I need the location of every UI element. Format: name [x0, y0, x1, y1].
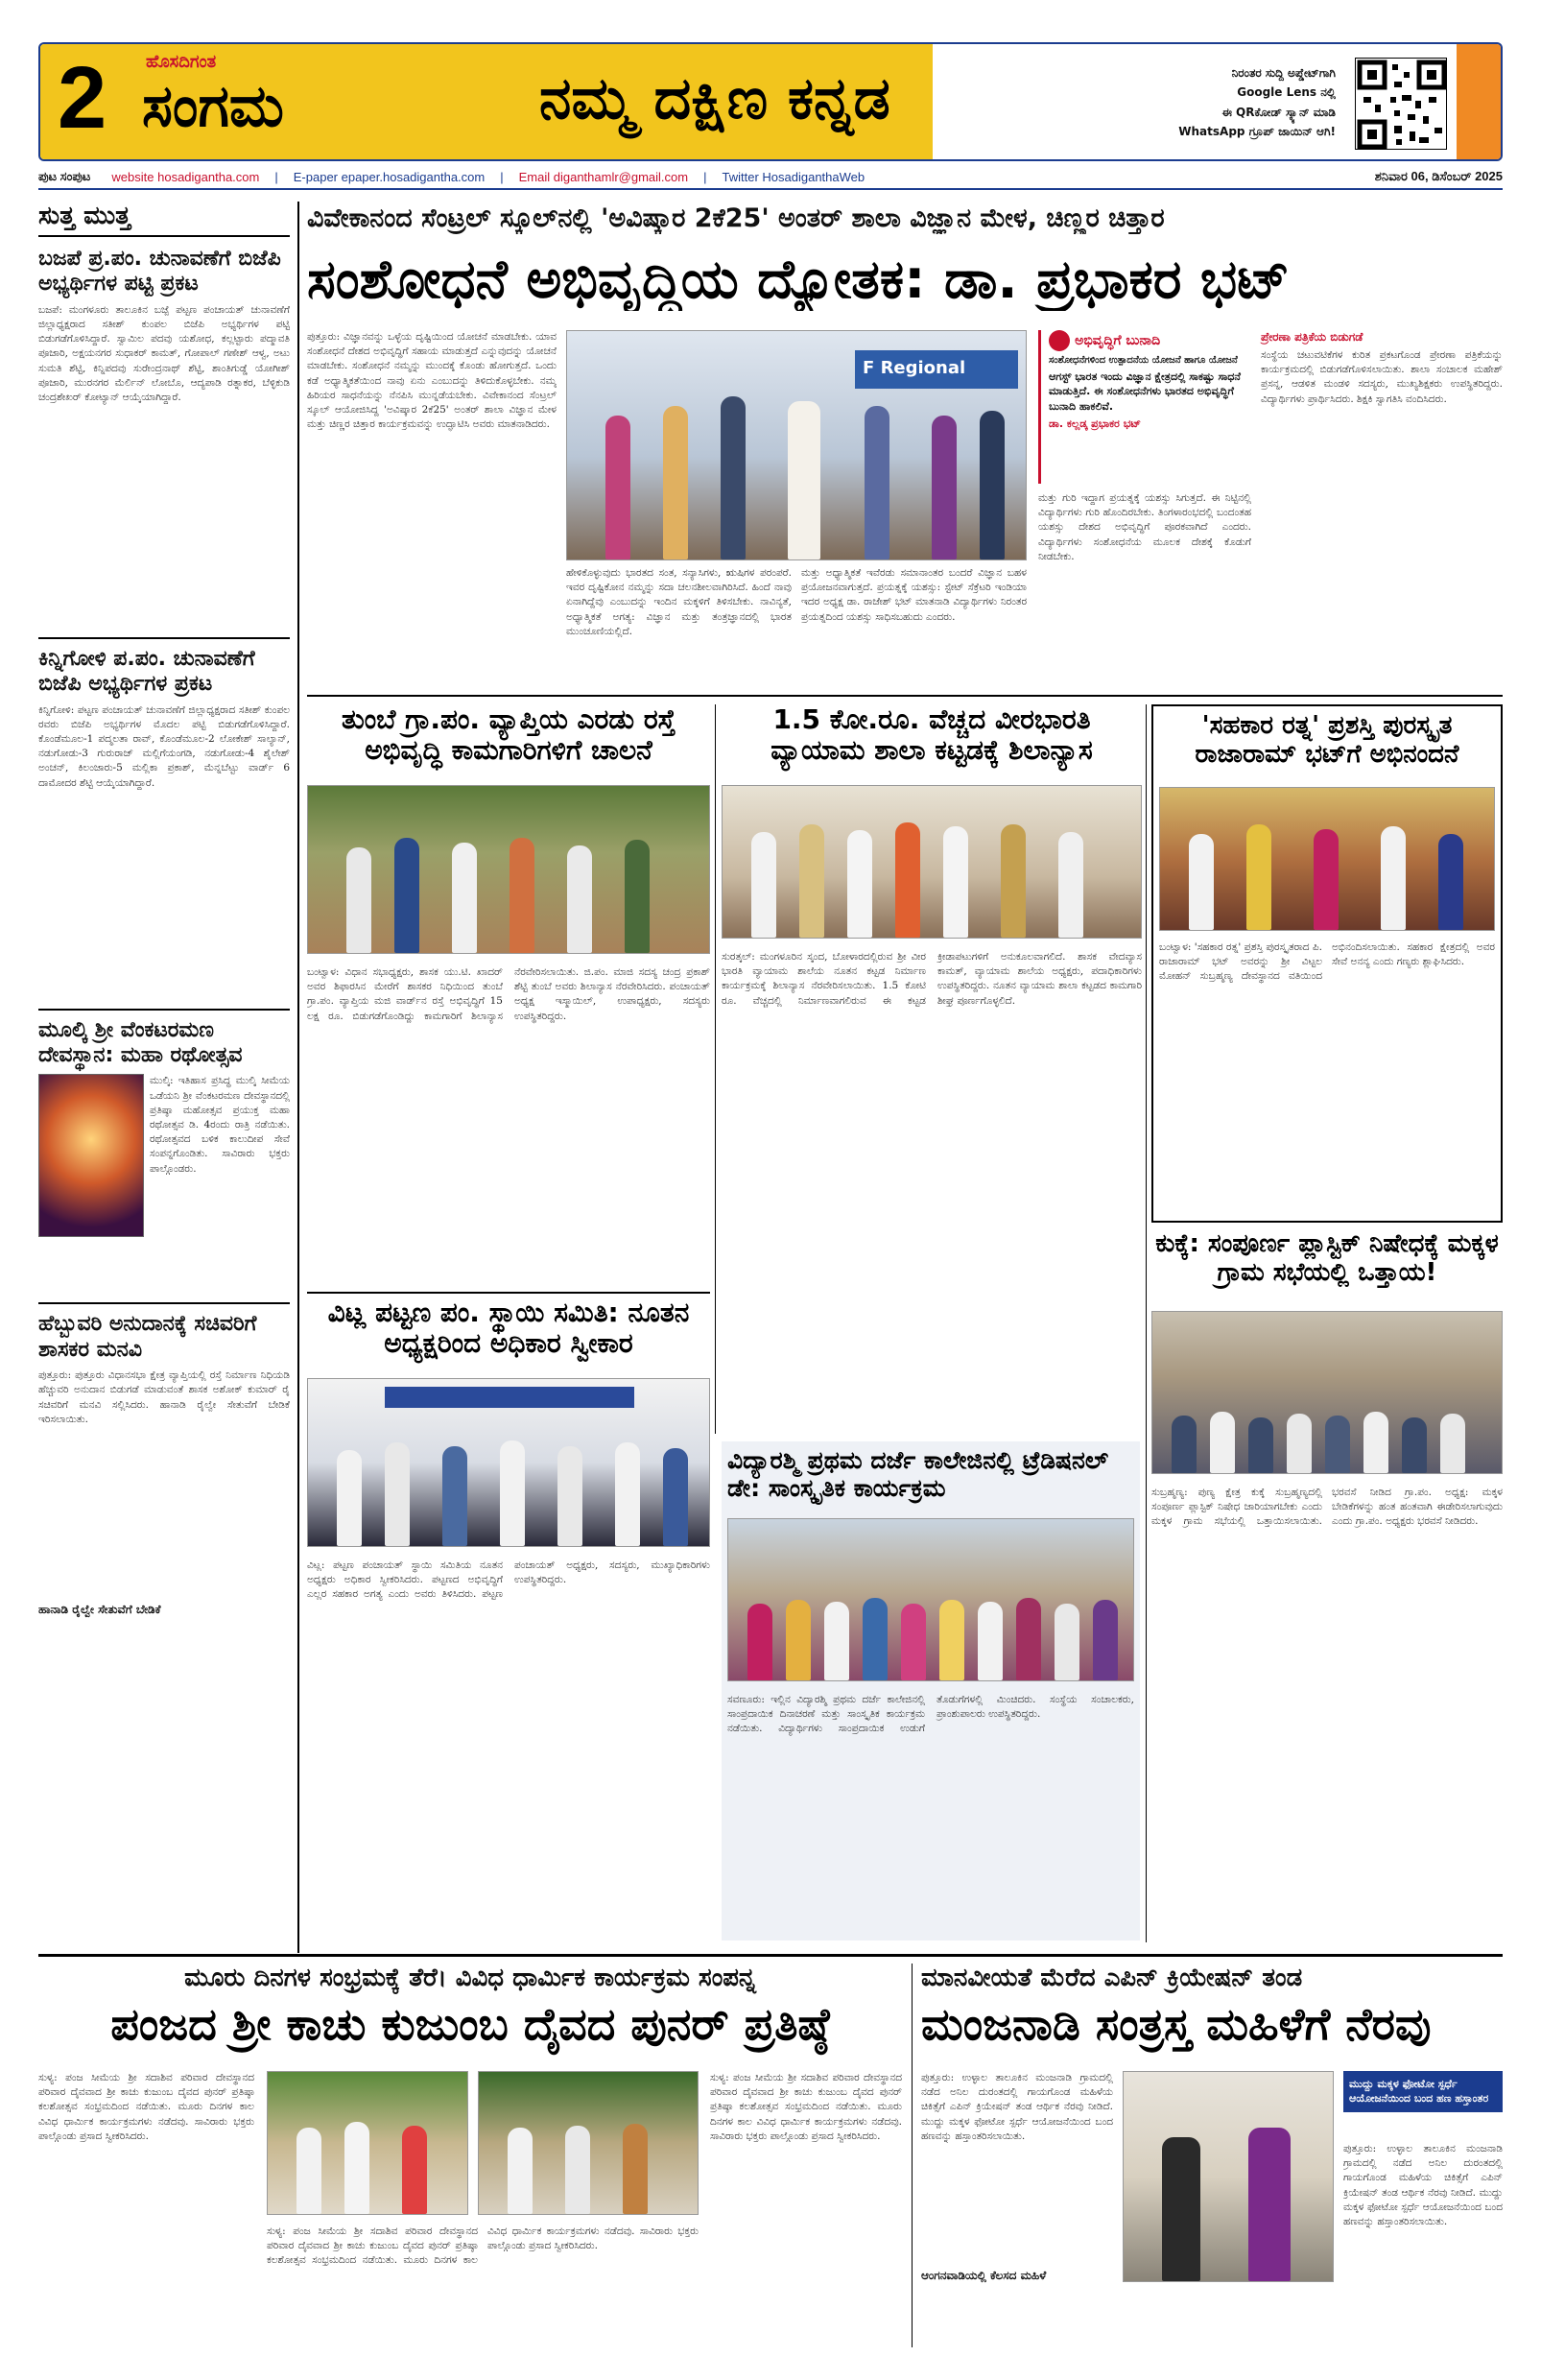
- sidebar-story-body: ಕಿನ್ನಿಗೋಳಿ: ಪಟ್ಟಣ ಪಂಚಾಯತ್ ಚುನಾವಣೆಗೆ ಜಿಲ್ಲಾಧ್ಯಕ್ಷರಾದ ಸತೀಶ್ ಕುಂಪಲ ರವರು ಬಿಜೆಪಿ ಅಭ್ಯರ್ಥಿಗಳ ಮೊದಲ ಪಟ್ಟಿ ಬಿಡುಗಡೆಗೊಳಿಸಿದ್ದಾರೆ. ಕೊಂಡೆಮೂಲ-1 ಪದ್ಮಲತಾ ರಾವ್, ಕೊಂಡೆಮೂಲ-2 ಲೋಕೇಶ್ ಸಾಲ್ಯಾನ್, ನಡುಗೋಡು-3 ಗುರುರಾಜ್ ಮಲ್ಲಿಗೆಯಂಗಡಿ, ನಡುಗೋಡು-4 ಶೈಲೇಶ್ ಅಂಚನ್, ಕಿಲಂಜಾರು-5 ಮಲ್ಲಿಕಾ ಪ್ರಕಾಶ್, ಮೆನ್ನಬೆಟ್ಟು ವಾರ್ಡ್ 6 ದಾಮೋದರ ಶೆಟ್ಟಿ ಆಯ್ಕೆಯಾಗಿದ್ದಾರೆ.: [38, 703, 290, 789]
- email-link[interactable]: Email diganthamlr@gmail.com: [518, 169, 689, 184]
- story-tumbe[interactable]: [307, 704, 710, 1290]
- sidebar: [38, 202, 290, 1953]
- story-veerabharathi[interactable]: [722, 704, 1142, 1434]
- panjada-body-3: ಸುಳ್ಯ: ಪಂಜ ಸೀಮೆಯ ಶ್ರೀ ಸದಾಶಿವ ಪರಿವಾರ ದೇವಸ್ಥಾನದ ಪರಿವಾರ ದೈವವಾದ ಶ್ರೀ ಕಾಚು ಕುಜುಂಬ ದೈವದ ಪುನರ್ ಪ್ರತಿಷ್ಠಾ ಕಲಶೋತ್ಸವ ಸಂಭ್ರಮದಿಂದ ನಡೆಯಿತು. ಮೂರು ದಿನಗಳ ಕಾಲ ವಿವಿಧ ಧಾರ್ಮಿಕ ಕಾರ್ಯಕ್ರಮಗಳು ನಡೆದವು. ಸಾವಿರಾರು ಭಕ್ತರು ಪಾಲ್ಗೊಂಡು ಪ್ರಸಾದ ಸ್ವೀಕರಿಸಿದರು.: [710, 2072, 902, 2142]
- sidebar-story-title: ಮೂಲ್ಕಿ ಶ್ರೀ ವೆಂಕಟರಮಣ ದೇವಸ್ಥಾನ: ಮಹಾ ರಥೋತ್ಸವ: [38, 1017, 243, 1067]
- sidebar-story-4[interactable]: [38, 1312, 290, 1617]
- temple-chariot-photo: [38, 1074, 144, 1237]
- panjada-kicker: ಮೂರು ದಿನಗಳ ಸಂಭ್ರಮಕ್ಕೆ ತೆರೆ। ವಿವಿಧ ಧಾರ್ಮಿಕ ಕಾರ್ಯಕ್ರಮ ಸಂಪನ್ನ: [184, 1964, 756, 1992]
- vidyarashmi-headline: ವಿದ್ಯಾರಶ್ಮಿ ಪ್ರಥಮ ದರ್ಜೆ ಕಾಲೇಜಿನಲ್ಲಿ ಟ್ರೆಡಿಷನಲ್ ಡೇ: ಸಾಂಸ್ಕೃತಿಕ ಕಾರ್ಯಕ್ರಮ: [727, 1446, 1109, 1502]
- panjada-photo-1: [267, 2071, 468, 2215]
- sidebar-story-1[interactable]: [38, 247, 290, 630]
- epaper-link[interactable]: E-paper epaper.hosadigantha.com: [293, 169, 486, 184]
- rajaram-photo: [1159, 787, 1495, 931]
- sidebar-story-body: ಪುತ್ತೂರು: ಪುತ್ತೂರು ವಿಧಾನಸಭಾ ಕ್ಷೇತ್ರ ವ್ಯಾಪ್ತಿಯಲ್ಲಿ ರಸ್ತೆ ನಿರ್ಮಾಣ ನಿಧಿಯಡಿ ಹೆಚ್ಚುವರಿ ಅನುದಾನ ಬಿಡುಗಡೆ ಮಾಡುವಂತೆ ಶಾಸಕ ಅಶೋಕ್ ಕುಮಾರ್ ರೈ ಸಚಿವರಿಗೆ ಮನವಿ ಸಲ್ಲಿಸಿದರು. ಹಾನಾಡಿ ರೈಲ್ವೇ ಸೇತುವೆಗೆ ಬೇಡಿಕೆ ಇರಿಸಲಾಯಿತು.: [38, 1369, 290, 1425]
- kukke-photo: [1151, 1311, 1503, 1474]
- qr-text: [1105, 63, 1336, 142]
- vitla-photo: [307, 1378, 710, 1547]
- date-label: ಶನಿವಾರ 06, ಡಿಸೆಂಬರ್ 2025: [1374, 169, 1503, 183]
- veerabharathi-photo: [722, 785, 1142, 939]
- quote-text: ಆಗಸ್ಟ್ ಭಾರತ ಇಂದು ವಿಜ್ಞಾನ ಕ್ಷೇತ್ರದಲ್ಲಿ ಸಾಕಷ್ಟು ಸಾಧನೆ ಮಾಡುತ್ತಿದೆ. ಈ ಸಂಶೋಧನೆಗಳು ಭಾರತದ ಅಭಿವೃದ್ಧಿಗೆ ಬುನಾದಿ ಹಾಕಲಿವೆ.: [1049, 370, 1241, 413]
- manjanadi-body: ಪುತ್ತೂರು: ಉಳ್ಳಾಲ ತಾಲೂಕಿನ ಮಂಜನಾಡಿ ಗ್ರಾಮದಲ್ಲಿ ನಡೆದ ಅನಿಲ ದುರಂತದಲ್ಲಿ ಗಾಯಗೊಂಡ ಮಹಿಳೆಯ ಚಿಕಿತ್ಸೆಗೆ ಎಪಿನ್ ಕ್ರಿಯೇಷನ್ ತಂಡ ಆರ್ಥಿಕ ನೆರವು ನೀಡಿದೆ. ಮುದ್ದು ಮಕ್ಕಳ ಫೋಟೋ ಸ್ಪರ್ಧೆ ಆಯೋಜನೆಯಿಂದ ಬಂದ ಹಣವನ್ನು ಹಸ್ತಾಂತರಿಸಲಾಯಿತು.: [921, 2072, 1113, 2142]
- panjada-headline: ಪಂಜದ ಶ್ರೀ ಕಾಚು ಕುಜುಂಬ ದೈವದ ಪುನರ್ ಪ್ರತಿಷ್ಠೆ: [110, 1998, 830, 2050]
- sidebar-story-title: ಕಿನ್ನಿಗೋಳಿ ಪ.ಪಂ. ಚುನಾವಣೆಗೆ ಬಿಜೆಪಿ ಅಭ್ಯರ್ಥಿಗಳ ಪ್ರಕಟ: [38, 646, 255, 697]
- sidebar-story-3[interactable]: [38, 1018, 290, 1296]
- sidebar-story-2[interactable]: [38, 647, 290, 1001]
- qr-line-3: ಈ QRಕೋಡ್ ಸ್ಕ್ಯಾನ್ ಮಾಡಿ: [1221, 105, 1336, 119]
- tumbe-photo: [307, 785, 710, 954]
- manjanadi-kicker: ಮಾನವೀಯತೆ ಮೆರೆದ ಎಪಿನ್ ಕ್ರಿಯೇಷನ್ ತಂಡ: [921, 1964, 1303, 1992]
- sidebar-subhead: ಹಾನಾಡಿ ರೈಲ್ವೇ ಸೇತುವೆಗೆ ಬೇಡಿಕೆ: [38, 1603, 161, 1617]
- quote-author: ಡಾ. ಕಲ್ಲಡ್ಕ ಪ್ರಭಾಕರ ಭಟ್: [1049, 417, 1141, 431]
- lead-kicker: ವಿವೇಕಾನಂದ ಸೆಂಟ್ರಲ್ ಸ್ಕೂಲ್‌ನಲ್ಲಿ 'ಅವಿಷ್ಕಾರ 2ಕೆ25' ಅಂತರ್ ಶಾಲಾ ವಿಜ್ಞಾನ ಮೇಳ, ಚಿಣ್ಣರ ಚಿತ್ತಾರ: [307, 203, 1165, 233]
- vidyarashmi-photo: [727, 1518, 1134, 1681]
- section-title: ನಮ್ಮ ದಕ್ಷಿಣ ಕನ್ನಡ: [539, 65, 890, 132]
- lead-photo: F Regional: [566, 330, 1027, 560]
- sidebar-story-body: ಬಜಪೆ: ಮಂಗಳೂರು ತಾಲೂಕಿನ ಬಜ್ಪೆ ಪಟ್ಟಣ ಪಂಚಾಯತ್ ಚುನಾವಣೆಗೆ ಜಿಲ್ಲಾಧ್ಯಕ್ಷರಾದ ಸತೀಶ್ ಕುಂಪಲ ಬಿಜೆಪಿ ಅಭ್ಯರ್ಥಿಗಳ ಪಟ್ಟಿ ಬಿಡುಗಡೆಗೊಳಿಸಿದ್ದಾರೆ. ಸ್ವಾಮಿಲ ಪದವು ಯಶೋಧ, ಕಲ್ಲಟ್ಟಾರು ಪದ್ಮಾವತಿ ಪೂಜಾರಿ, ಅಕ್ಷಯನಗರ ಸುಧಾಕರ್ ಕಾಮತ್, ಗೋಪಾಲ್ ಗಣೇಶ್ ಆಳ್ವ, ಅಟು ಸುಮತಿ ಶೆಟ್ಟಿ, ಕಿನ್ನಿಪದವು ಸುರೇಂದ್ರನಾಥ್ ಶೆಟ್ಟಿ, ಶಾಂತಿಗುಡ್ಡೆ ಯೋಗೀಶ್ ಪೂಜಾರಿ, ಮುರನಗರ ಮೆರ್ಲಿನ್ ಲೋಬೊ, ಆದ್ಯಪಾಡಿ ರತ್ನಾಕರ, ಬೆಳ್ಳಿಕುಡಿ ಚಂದ್ರಶೇಖರ್ ಕೋಟ್ಯಾನ್ ಆಯ್ಕೆಯಾಗಿದ್ದಾರೆ.: [38, 303, 290, 404]
- sidebar-story-body: ಮುಲ್ಕಿ: ಇತಿಹಾಸ ಪ್ರಸಿದ್ಧ ಮುಲ್ಕಿ ಸೀಮೆಯ ಒಡೆಯನಿ ಶ್ರೀ ವೆಂಕಟರಮಣ ದೇವಸ್ಥಾನದಲ್ಲಿ ಪ್ರತಿಷ್ಠಾ ಮಹೋತ್ಸವ ಪ್ರಯುಕ್ತ ಮಹಾ ರಥೋತ್ಸವ ಡಿ. 4ರಂದು ರಾತ್ರಿ ನಡೆಯಿತು. ರಥೋತ್ಸವದ ಬಳಿಕ ಕಾಲುದೀಪ ಸೇವೆ ಸಂಪನ್ನಗೊಂಡಿತು. ಸಾವಿರಾರು ಭಕ್ತರು ಪಾಲ್ಗೊಂಡರು.: [150, 1075, 290, 1175]
- masthead-orange-accent: [1457, 44, 1503, 161]
- story-kukke[interactable]: [1151, 1230, 1503, 1940]
- qr-line-4: WhatsApp ಗ್ರೂಪ್ ಜಾಯಿನ್ ಆಗಿ!: [1178, 125, 1336, 139]
- lead-column-5: ಮತ್ತು ಗುರಿ ಇದ್ದಾಗ ಪ್ರಯತ್ನಕ್ಕೆ ಯಶಸ್ಸು ಸಿಗುತ್ತದೆ. ಈ ನಿಟ್ಟಿನಲ್ಲಿ ವಿದ್ಯಾರ್ಥಿಗಳು ಗುರಿ ಹೊಂದಿರಬೇಕು. ತಿಂಗಳಾರಂಭದಲ್ಲಿ ಬಂದಂತಹ ಯಶಸ್ಸು ದೇಶದ ಅಭಿವೃದ್ಧಿಗೆ ಪೂರಕವಾಗಿದೆ ಎಂದರು. ವಿದ್ಯಾರ್ಥಿಗಳು ಸಂಶೋಧನೆಯ ಮೂಲಕ ದೇಶಕ್ಕೆ ಕೊಡುಗೆ ನೀಡಬೇಕು.: [1038, 492, 1251, 562]
- brand-small: ಹೊಸದಿಗಂತ: [146, 52, 217, 72]
- vitla-headline: ವಿಟ್ಲ ಪಟ್ಟಣ ಪಂ. ಸ್ಥಾಯಿ ಸಮಿತಿ: ನೂತನ ಅಧ್ಯಕ್ಷರಿಂದ ಅಧಿಕಾರ ಸ್ವೀಕಾರ: [327, 1297, 690, 1360]
- story-rajaram[interactable]: [1151, 704, 1503, 1223]
- panjada-body: ಸುಳ್ಯ: ಪಂಜ ಸೀಮೆಯ ಶ್ರೀ ಸದಾಶಿವ ಪರಿವಾರ ದೇವಸ್ಥಾನದ ಪರಿವಾರ ದೈವವಾದ ಶ್ರೀ ಕಾಚು ಕುಜುಂಬ ದೈವದ ಪುನರ್ ಪ್ರತಿಷ್ಠಾ ಕಲಶೋತ್ಸವ ಸಂಭ್ರಮದಿಂದ ನಡೆಯಿತು. ಮೂರು ದಿನಗಳ ಕಾಲ ವಿವಿಧ ಧಾರ್ಮಿಕ ಕಾರ್ಯಕ್ರಮಗಳು ನಡೆದವು. ಸಾವಿರಾರು ಭಕ್ತರು ಪಾಲ್ಗೊಂಡು ಪ್ರಸಾದ ಸ್ವೀಕರಿಸಿದರು.: [38, 2072, 254, 2142]
- panjada-body-2: ಸುಳ್ಯ: ಪಂಜ ಸೀಮೆಯ ಶ್ರೀ ಸದಾಶಿವ ಪರಿವಾರ ದೇವಸ್ಥಾನದ ಪರಿವಾರ ದೈವವಾದ ಶ್ರೀ ಕಾಚು ಕುಜುಂಬ ದೈವದ ಪುನರ್ ಪ್ರತಿಷ್ಠಾ ಕಲಶೋತ್ಸವ ಸಂಭ್ರಮದಿಂದ ನಡೆಯಿತು. ಮೂರು ದಿನಗಳ ಕಾಲ ವಿವಿಧ ಧಾರ್ಮಿಕ ಕಾರ್ಯಕ್ರಮಗಳು ನಡೆದವು. ಸಾವಿರಾರು ಭಕ್ತರು ಪಾಲ್ಗೊಂಡು ಪ್ರಸಾದ ಸ್ವೀಕರಿಸಿದರು.: [267, 2225, 699, 2267]
- manjanadi-headline: ಮಂಜನಾಡಿ ಸಂತ್ರಸ್ತ ಮಹಿಳೆಗೆ ನೆರವು: [921, 1998, 1432, 2050]
- masthead: [38, 42, 1503, 161]
- brand-large: ಸಂಗಮ: [142, 73, 284, 140]
- story-vitla[interactable]: [307, 1297, 710, 1940]
- sidebar-heading: ಸುತ್ತ ಮುತ್ತ: [38, 202, 290, 237]
- kukke-body: ಸುಬ್ರಹ್ಮಣ್ಯ: ಪುಣ್ಯ ಕ್ಷೇತ್ರ ಕುಕ್ಕೆ ಸುಬ್ರಹ್ಮಣ್ಯದಲ್ಲಿ ಸಂಪೂರ್ಣ ಪ್ಲಾಸ್ಟಿಕ್ ನಿಷೇಧ ಜಾರಿಯಾಗಬೇಕು ಎಂದು ಮಕ್ಕಳ ಗ್ರಾಮ ಸಭೆಯಲ್ಲಿ ಒತ್ತಾಯಿಸಲಾಯಿತು. ಭರವಸೆ ನೀಡಿದ ಗ್ರಾ.ಪಂ. ಅಧ್ಯಕ್ಷ: ಮಕ್ಕಳ ಬೇಡಿಕೆಗಳನ್ನು ಹಂತ ಹಂತವಾಗಿ ಈಡೇರಿಸಲಾಗುವುದು ಎಂದು ಗ್ರಾ.ಪಂ. ಅಧ್ಯಕ್ಷರು ಭರವಸೆ ನೀಡಿದರು.: [1151, 1487, 1503, 1528]
- qr-line-2: Google Lens ನಲ್ಲಿ: [1237, 85, 1336, 100]
- tumbe-headline: ತುಂಬೆ ಗ್ರಾ.ಪಂ. ವ್ಯಾಪ್ತಿಯ ಎರಡು ರಸ್ತೆ ಅಭಿವೃದ್ಧಿ ಕಾಮಗಾರಿಗಳಿಗೆ ಚಾಲನೆ: [341, 703, 676, 767]
- quote-label: ಅಭಿವೃದ್ಧಿಗೆ ಬುನಾದಿ: [1075, 333, 1161, 348]
- twitter-link[interactable]: Twitter HosadiganthaWeb: [722, 169, 865, 184]
- manjanadi-photo: [1123, 2071, 1334, 2282]
- story-vidyarashmi[interactable]: [722, 1441, 1140, 1940]
- panjada-photo-2: [478, 2071, 699, 2215]
- rajaram-headline: 'ಸಹಕಾರ ರತ್ನ' ಪ್ರಶಸ್ತಿ ಪುರಸ್ಕೃತ ರಾಜಾರಾಮ್ ಭಟ್‌ಗೆ ಅಭಿನಂದನೆ: [1195, 711, 1459, 769]
- manjanadi-badge: [1343, 2071, 1503, 2112]
- lead-column-3: ಮತ್ತು ಅಧ್ಯಾತ್ಮಿಕತೆ ಇವೆರಡು ಸಮಾನಾಂತರ ಬಂದರೆ ವಿಜ್ಞಾನ ಬಹಳ ಪ್ರಯೋಜನವಾಗುತ್ತದೆ. ಪ್ರಯತ್ನಕ್ಕೆ ಯಶಸ್ಸು: ಸ್ಟೇಟ್ ಸೆಕ್ರೆಟರಿ ಇಂಡಿಯಾ ಇದರ ಅಧ್ಯಕ್ಷ ಡಾ. ರಾಜೇಶ್ ಭಟ್ ಮಾತನಾಡಿ ವಿದ್ಯಾರ್ಥಿಗಳು ನಿರಂತರ ಪ್ರಯತ್ನದಿಂದ ಯಶಸ್ಸು ಸಾಧಿಸಬಹುದು ಎಂದರು.: [801, 567, 1027, 623]
- quote-box: [1038, 330, 1251, 484]
- story-manjanadi[interactable]: [921, 1964, 1503, 2347]
- lead-column-1: ಪುತ್ತೂರು: ವಿಜ್ಞಾನವನ್ನು ಒಳ್ಳೆಯ ದೃಷ್ಟಿಯಿಂದ ಯೋಚನೆ ಮಾಡಬೇಕು. ಯಾವ ಸಂಶೋಧನೆ ದೇಶದ ಅಭಿವೃದ್ಧಿಗೆ ಸಹಾಯ ಮಾಡುತ್ತದೆ ಎನ್ನುವುದನ್ನು ಯೋಚನೆ ಮಾಡಬೇಕು. ಸಂಶೋಧನೆ ನಮ್ಮನ್ನು ಮುಂದಕ್ಕೆ ಕೊಂಡು ಹೋಗುತ್ತದೆ. ಒಂದು ಕಡೆ ಅಧ್ಯಾತ್ಮಿಕತೆಯಿಂದ ನಾವು ಏನು ಎಂಬುದನ್ನು ತಿಳಿದುಕೊಳ್ಳಬೇಕು. ನಮ್ಮ ಹಿರಿಯರ ಸಾಧನೆಯನ್ನು ನೆನಪಿಸಿ ಮುನ್ನಡೆಯಬೇಕು. ವಿವೇಕಾನಂದ ಸೆಂಟ್ರಲ್ ಸ್ಕೂಲ್ ಆಯೋಜಿಸಿದ್ದ 'ಅವಿಷ್ಕಾರ 2ಕೆ25' ಅಂತರ್ ಶಾಲಾ ವಿಜ್ಞಾನ ಮೇಳ ಮತ್ತು ಚಿಣ್ಣರ ಚಿತ್ತಾರ ಕಾರ್ಯಕ್ರಮವನ್ನು ಉದ್ಘಾಟಿಸಿ ಅವರು ಮಾತನಾಡಿದರು.: [307, 331, 557, 431]
- badge-text: ಮುದ್ದು ಮಕ್ಕಳ ಫೋಟೋ ಸ್ಪರ್ಧೆ ಆಯೋಜನೆಯಿಂದ ಬಂದ ಹಣ ಹಸ್ತಾಂತರ: [1349, 2078, 1489, 2106]
- col6-body: ಸಂಸ್ಥೆಯ ಚಟುವಟಿಕೆಗಳ ಕುರಿತ ಪ್ರಕಟಗೊಂಡ ಪ್ರೇರಣಾ ಪತ್ರಿಕೆಯನ್ನು ಕಾರ್ಯಕ್ರಮದಲ್ಲಿ ಬಿಡುಗಡೆಗೊಳಿಸಲಾಯಿತು. ಶಾಲಾ ಸಂಚಾಲಕ ಮಹೇಶ್ ಪ್ರಸನ್ನ, ಆಡಳಿತ ಮಂಡಳಿ ಸದಸ್ಯರು, ಮುಖ್ಯಶಿಕ್ಷಕರು ಉಪಸ್ಥಿತರಿದ್ದರು. ವಿದ್ಯಾರ್ಥಿಗಳು ಪ್ರಾರ್ಥಿಸಿದರು. ಶಿಕ್ಷಕಿ ಸ್ವಾಗತಿಸಿ ವಂದಿಸಿದರು.: [1261, 349, 1503, 405]
- sidebar-story-title: ಹೆಬ್ಬುವರಿ ಅನುದಾನಕ್ಕೆ ಸಚಿವರಿಗೆ ಶಾಸಕರ ಮನವಿ: [38, 1312, 257, 1362]
- veerabharathi-body: ಸುರತ್ಕಲ್: ಮಂಗಳೂರಿನ ಸ್ಕಂದ, ಬೋಳಾರದಲ್ಲಿರುವ ಶ್ರೀ ವೀರ ಭಾರತಿ ವ್ಯಾಯಾಮ ಶಾಲೆಯ ನೂತನ ಕಟ್ಟಡ ನಿರ್ಮಾಣ ಕಾರ್ಯಕ್ರಮಕ್ಕೆ ಶಿಲಾನ್ಯಾಸ ನೆರವೇರಿಸಲಾಯಿತು. 1.5 ಕೋಟಿ ರೂ. ವೆಚ್ಚದಲ್ಲಿ ನಿರ್ಮಾಣವಾಗಲಿರುವ ಈ ಕಟ್ಟಡ ಕ್ರೀಡಾಪಟುಗಳಿಗೆ ಅನುಕೂಲವಾಗಲಿದೆ. ಶಾಸಕ ವೇದವ್ಯಾಸ ಕಾಮತ್, ವ್ಯಾಯಾಮ ಶಾಲೆಯ ಅಧ್ಯಕ್ಷರು, ಪದಾಧಿಕಾರಿಗಳು ಉಪಸ್ಥಿತರಿದ್ದರು. ನೂತನ ವ್ಯಾಯಾಮ ಶಾಲಾ ಕಟ್ಟಡದ ಕಾಮಗಾರಿ ಶೀಘ್ರ ಪೂರ್ಣಗೊಳ್ಳಲಿದೆ.: [722, 951, 1142, 1007]
- col6-heading: ಪ್ರೇರಣಾ ಪತ್ರಿಕೆಯ ಬಿಡುಗಡೆ: [1261, 330, 1363, 344]
- manjanadi-body-2: ಪುತ್ತೂರು: ಉಳ್ಳಾಲ ತಾಲೂಕಿನ ಮಂಜನಾಡಿ ಗ್ರಾಮದಲ್ಲಿ ನಡೆದ ಅನಿಲ ದುರಂತದಲ್ಲಿ ಗಾಯಗೊಂಡ ಮಹಿಳೆಯ ಚಿಕಿತ್ಸೆಗೆ ಎಪಿನ್ ಕ್ರಿಯೇಷನ್ ತಂಡ ಆರ್ಥಿಕ ನೆರವು ನೀಡಿದೆ. ಮುದ್ದು ಮಕ್ಕಳ ಫೋಟೋ ಸ್ಪರ್ಧೆ ಆಯೋಜನೆಯಿಂದ ಬಂದ ಹಣವನ್ನು ಹಸ್ತಾಂತರಿಸಲಾಯಿತು.: [1343, 2143, 1503, 2228]
- page-number: 2: [58, 49, 107, 147]
- quote-sub: ಸಂಶೋಧನೆಗಳಿಂದ ಉತ್ಪಾದನೆಯ ಯೋಜನೆ ಹಾಗೂ ಯೋಜನೆ: [1049, 355, 1238, 366]
- manjanadi-subhead: ಆಂಗನವಾಡಿಯಲ್ಲಿ ಕೆಲಸದ ಮಹಿಳೆ: [921, 2269, 1047, 2282]
- lead-column-2: ಹೇಳಿಕೊಳ್ಳುವುದು ಭಾರತದ ಸಂತ, ಸನ್ಯಾಸಿಗಳು, ಋಷಿಗಳ ಪರಂಪರೆ. ಇವರ ದೃಷ್ಟಿಕೋನ ನಮ್ಮನ್ನು ಸದಾ ಚಲನಶೀಲವಾಗಿರಿಸಿದೆ. ಹಿಂದೆ ನಾವು ಏನಾಗಿದ್ದೆವು ಎಂಬುದನ್ನು ಇಂದಿನ ಮಕ್ಕಳಿಗೆ ತಿಳಿಸಬೇಕು. ನಾವಿನ್ಯತೆ, ಅಧ್ಯಾತ್ಮಿಕತೆ ಅಗತ್ಯ: ವಿಜ್ಞಾನ ಮತ್ತು ತಂತ್ರಜ್ಞಾನದಲ್ಲಿ ಭಾರತ ಮುಂಚೂಣಿಯಲ್ಲಿದೆ.: [566, 567, 792, 637]
- qr-line-1: ನಿರಂತರ ಸುದ್ದಿ ಅಪ್ಡೇಟ್‌ಗಾಗಿ: [1231, 66, 1336, 80]
- lead-headline: ಸಂಶೋಧನೆ ಅಭಿವೃದ್ಧಿಯ ದ್ಯೋತಕ: ಡಾ. ಪ್ರಭಾಕರ ಭಟ್: [307, 250, 1290, 311]
- info-bar: ಪುಟ ಸಂಪುಟ website hosadigantha.com | E-paper epaper.hosadigantha.com | Email diganthamlr@gmail.com | Twitter HosadiganthaWeb ಶನಿವಾರ 06, ಡಿಸೆಂಬರ್ 2025: [38, 165, 1503, 190]
- lead-column-6: [1261, 330, 1503, 685]
- edition-label: ಪುಟ ಸಂಪುಟ: [38, 169, 91, 183]
- veerabharathi-headline: 1.5 ಕೋ.ರೂ. ವೆಚ್ಚದ ವೀರಭಾರತಿ ವ್ಯಾಯಾಮ ಶಾಲಾ ಕಟ್ಟಡಕ್ಕೆ ಶಿಲಾನ್ಯಾಸ: [770, 703, 1093, 767]
- website-link[interactable]: website hosadigantha.com: [111, 169, 260, 184]
- story-panjada[interactable]: [38, 1964, 902, 2347]
- vitla-body: ವಿಟ್ಲ: ಪಟ್ಟಣ ಪಂಚಾಯತ್ ಸ್ಥಾಯಿ ಸಮಿತಿಯ ನೂತನ ಅಧ್ಯಕ್ಷರು ಅಧಿಕಾರ ಸ್ವೀಕರಿಸಿದರು. ಪಟ್ಟಣದ ಅಭಿವೃದ್ಧಿಗೆ ಎಲ್ಲರ ಸಹಕಾರ ಅಗತ್ಯ ಎಂದು ಅವರು ತಿಳಿಸಿದರು. ಪಟ್ಟಣ ಪಂಚಾಯತ್ ಅಧ್ಯಕ್ಷರು, ಸದಸ್ಯರು, ಮುಖ್ಯಾಧಿಕಾರಿಗಳು ಉಪಸ್ಥಿತರಿದ್ದರು.: [307, 1559, 710, 1601]
- quote-icon: [1049, 330, 1070, 351]
- kukke-headline: ಕುಕ್ಕೆ: ಸಂಪೂರ್ಣ ಪ್ಲಾಸ್ಟಿಕ್ ನಿಷೇಧಕ್ಕೆ ಮಕ್ಕಳ ಗ್ರಾಮ ಸಭೆಯಲ್ಲಿ ಒತ್ತಾಯ!: [1155, 1229, 1499, 1287]
- tumbe-body: ಬಂಟ್ವಾಳ: ವಿಧಾನ ಸಭಾಧ್ಯಕ್ಷರು, ಶಾಸಕ ಯು.ಟಿ. ಖಾದರ್ ಅವರ ಶಿಫಾರಸಿನ ಮೇರೆಗೆ ಶಾಸಕರ ನಿಧಿಯಿಂದ ತುಂಬೆ ಗ್ರಾ.ಪಂ. ವ್ಯಾಪ್ತಿಯ ಮಜಿ ವಾರ್ಡ್‌ನ ರಸ್ತೆ ಅಭಿವೃದ್ಧಿಗೆ 15 ಲಕ್ಷ ರೂ. ಬಿಡುಗಡೆಗೊಂಡಿದ್ದು ಕಾಮಗಾರಿಗೆ ಶಿಲಾನ್ಯಾಸ ನೆರವೇರಿಸಲಾಯಿತು. ಜಿ.ಪಂ. ಮಾಜಿ ಸದಸ್ಯ ಚಂದ್ರ ಪ್ರಕಾಶ್ ಶೆಟ್ಟಿ ತುಂಬೆ ಅವರು ಶಿಲಾನ್ಯಾಸ ನೆರವೇರಿಸಿದರು. ಪಂಚಾಯತ್ ಅಧ್ಯಕ್ಷ ಇಸ್ಮಾಯಿಲ್, ಉಪಾಧ್ಯಕ್ಷರು, ಸದಸ್ಯರು ಉಪಸ್ಥಿತರಿದ್ದರು.: [307, 966, 710, 1022]
- sidebar-story-title: ಬಜಪೆ ಪ್ರ.ಪಂ. ಚುನಾವಣೆಗೆ ಬಿಜೆಪಿ ಅಭ್ಯರ್ಥಿಗಳ ಪಟ್ಟಿ ಪ್ರಕಟ: [38, 247, 281, 297]
- rajaram-body: ಬಂಟ್ವಾಳ: 'ಸಹಕಾರ ರತ್ನ' ಪ್ರಶಸ್ತಿ ಪುರಸ್ಕೃತರಾದ ಪಿ. ರಾಜಾರಾಮ್ ಭಟ್ ಅವರನ್ನು ಶ್ರೀ ವಿಟ್ಟಲ ಮೋಹನ್ ಸುಬ್ರಹ್ಮಣ್ಯ ದೇವಸ್ಥಾನದ ವತಿಯಿಂದ ಅಭಿನಂದಿಸಲಾಯಿತು. ಸಹಕಾರ ಕ್ಷೇತ್ರದಲ್ಲಿ ಅವರ ಸೇವೆ ಅನನ್ಯ ಎಂದು ಗಣ್ಯರು ಶ್ಲಾಘಿಸಿದರು.: [1159, 941, 1495, 983]
- vidyarashmi-body: ಸವಣೂರು: ಇಲ್ಲಿನ ವಿದ್ಯಾರಶ್ಮಿ ಪ್ರಥಮ ದರ್ಜೆ ಕಾಲೇಜಿನಲ್ಲಿ ಸಾಂಪ್ರದಾಯಿಕ ದಿನಾಚರಣೆ ಮತ್ತು ಸಾಂಸ್ಕೃತಿಕ ಕಾರ್ಯಕ್ರಮ ನಡೆಯಿತು. ವಿದ್ಯಾರ್ಥಿಗಳು ಸಾಂಪ್ರದಾಯಿಕ ಉಡುಗೆ ತೊಡುಗೆಗಳಲ್ಲಿ ಮಿಂಚಿದರು. ಸಂಸ್ಥೆಯ ಸಂಚಾಲಕರು, ಪ್ರಾಂಶುಪಾಲರು ಉಪಸ್ಥಿತರಿದ್ದರು.: [727, 1694, 1134, 1735]
- qr-code-icon[interactable]: [1355, 58, 1447, 150]
